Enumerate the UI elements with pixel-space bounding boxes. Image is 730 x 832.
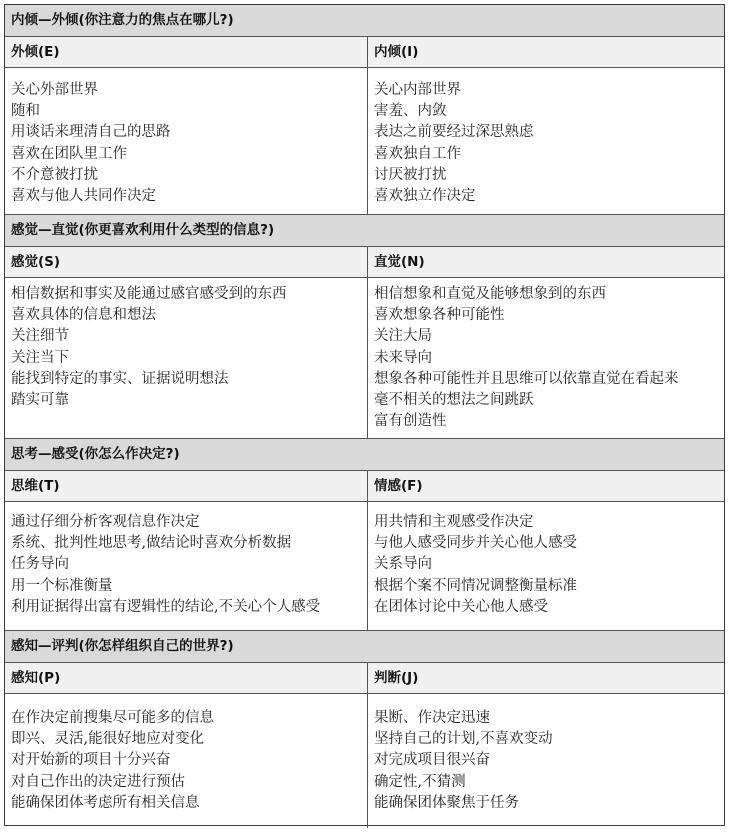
list-item: 喜欢想象各种可能性 (374, 307, 505, 324)
section-title: 思考—感受(你怎么作决定?) (5, 439, 724, 471)
mbti-dimension-table (4, 4, 725, 826)
list-item: 用共情和主观感受作决定 (374, 514, 534, 530)
section-tf (5, 439, 724, 631)
left-heading: 感知(P) (5, 663, 368, 693)
column-headings (5, 247, 724, 278)
column-headings (5, 663, 724, 694)
list-item: 相信想象和直觉及能够想象到的东西 (374, 286, 606, 302)
right-heading: 判断(J) (374, 670, 419, 686)
column-headings (5, 37, 724, 68)
list-item: 讨厌被打扰 (374, 166, 447, 183)
list-item: 能确保团体聚焦于任务 (374, 794, 519, 811)
list-item: 踏实可靠 (11, 392, 69, 409)
list-item: 通过仔细分析客观信息作决定 (11, 514, 200, 530)
right-traits (368, 68, 724, 214)
section-ei (5, 5, 724, 215)
list-item: 关注大局 (374, 328, 432, 345)
list-item: 害羞、内敛 (374, 103, 447, 120)
list-item: 关心内部世界 (374, 82, 461, 98)
list-item: 能找到特定的事实、证据说明想法 (11, 370, 229, 387)
right-traits (368, 278, 724, 438)
list-item: 与他人感受同步并关心他人感受 (374, 535, 577, 552)
section-pj (5, 631, 724, 828)
section-title: 内倾—外倾(你注意力的焦点在哪儿?) (5, 5, 724, 37)
list-item: 利用证据得出富有逻辑性的结论,不关心个人感受 (11, 598, 321, 615)
list-item: 关注当下 (11, 349, 69, 366)
section-title: 感觉—直觉(你更喜欢利用什么类型的信息?) (5, 215, 724, 247)
column-headings (5, 471, 724, 502)
list-item: 未来导向 (374, 349, 432, 366)
list-item: 根据个案不同情况调整衡量标准 (374, 577, 577, 594)
left-heading: 思维(T) (5, 471, 368, 501)
left-traits (5, 68, 368, 214)
list-item: 关系导向 (374, 556, 432, 573)
right-heading: 情感(F) (374, 478, 423, 494)
list-item: 任务导向 (11, 556, 69, 573)
list-item: 果断、作决定迅速 (374, 710, 490, 726)
list-item: 对开始新的项目十分兴奋 (11, 752, 171, 769)
list-item: 喜欢独立作决定 (374, 188, 476, 205)
list-item: 用谈话来理清自己的思路 (11, 124, 171, 141)
list-item: 不介意被打扰 (11, 166, 98, 183)
section-title: 感知—评判(你怎样组织自己的世界?) (5, 631, 724, 663)
left-traits (5, 694, 368, 828)
left-heading: 外倾(E) (5, 37, 368, 67)
list-item: 坚持自己的计划,不喜欢变动 (374, 731, 553, 748)
list-item: 富有创造性 (374, 413, 447, 430)
list-item: 在团体讨论中关心他人感受 (374, 598, 548, 615)
left-traits (5, 278, 368, 438)
left-heading: 感觉(S) (5, 247, 368, 277)
traits-row (5, 68, 724, 215)
traits-row (5, 694, 724, 828)
right-traits (368, 694, 724, 828)
traits-row (5, 278, 724, 439)
list-item: 表达之前要经过深思熟虑 (374, 124, 534, 141)
list-item: 喜欢具体的信息和想法 (11, 307, 156, 324)
list-item: 喜欢独自工作 (374, 145, 461, 162)
list-item: 系统、批判性地思考,做结论时喜欢分析数据 (11, 535, 292, 552)
list-item: 即兴、灵活,能很好地应对变化 (11, 731, 205, 748)
right-heading: 内倾(I) (374, 44, 419, 60)
right-traits (368, 502, 724, 630)
list-item: 喜欢与他人共同作决定 (11, 188, 156, 205)
list-item: 关注细节 (11, 328, 69, 345)
list-item: 能确保团体考虑所有相关信息 (11, 794, 200, 811)
list-item: 想象各种可能性并且思维可以依靠直觉在看起来 (374, 370, 679, 387)
list-item: 相信数据和事实及能通过感官感受到的东西 (11, 286, 287, 302)
list-item: 在作决定前搜集尽可能多的信息 (11, 710, 214, 726)
list-item: 关心外部世界 (11, 82, 98, 98)
traits-row (5, 502, 724, 631)
list-item: 对完成项目很兴奋 (374, 752, 490, 769)
list-item: 确定性,不猜测 (374, 773, 466, 790)
left-traits (5, 502, 368, 630)
right-heading: 直觉(N) (374, 254, 425, 270)
list-item: 毫不相关的想法之间跳跃 (374, 392, 534, 409)
section-sn (5, 215, 724, 439)
list-item: 用一个标准衡量 (11, 577, 113, 594)
list-item: 对自己作出的决定进行预估 (11, 773, 185, 790)
list-item: 随和 (11, 103, 40, 120)
list-item: 喜欢在团队里工作 (11, 145, 127, 162)
